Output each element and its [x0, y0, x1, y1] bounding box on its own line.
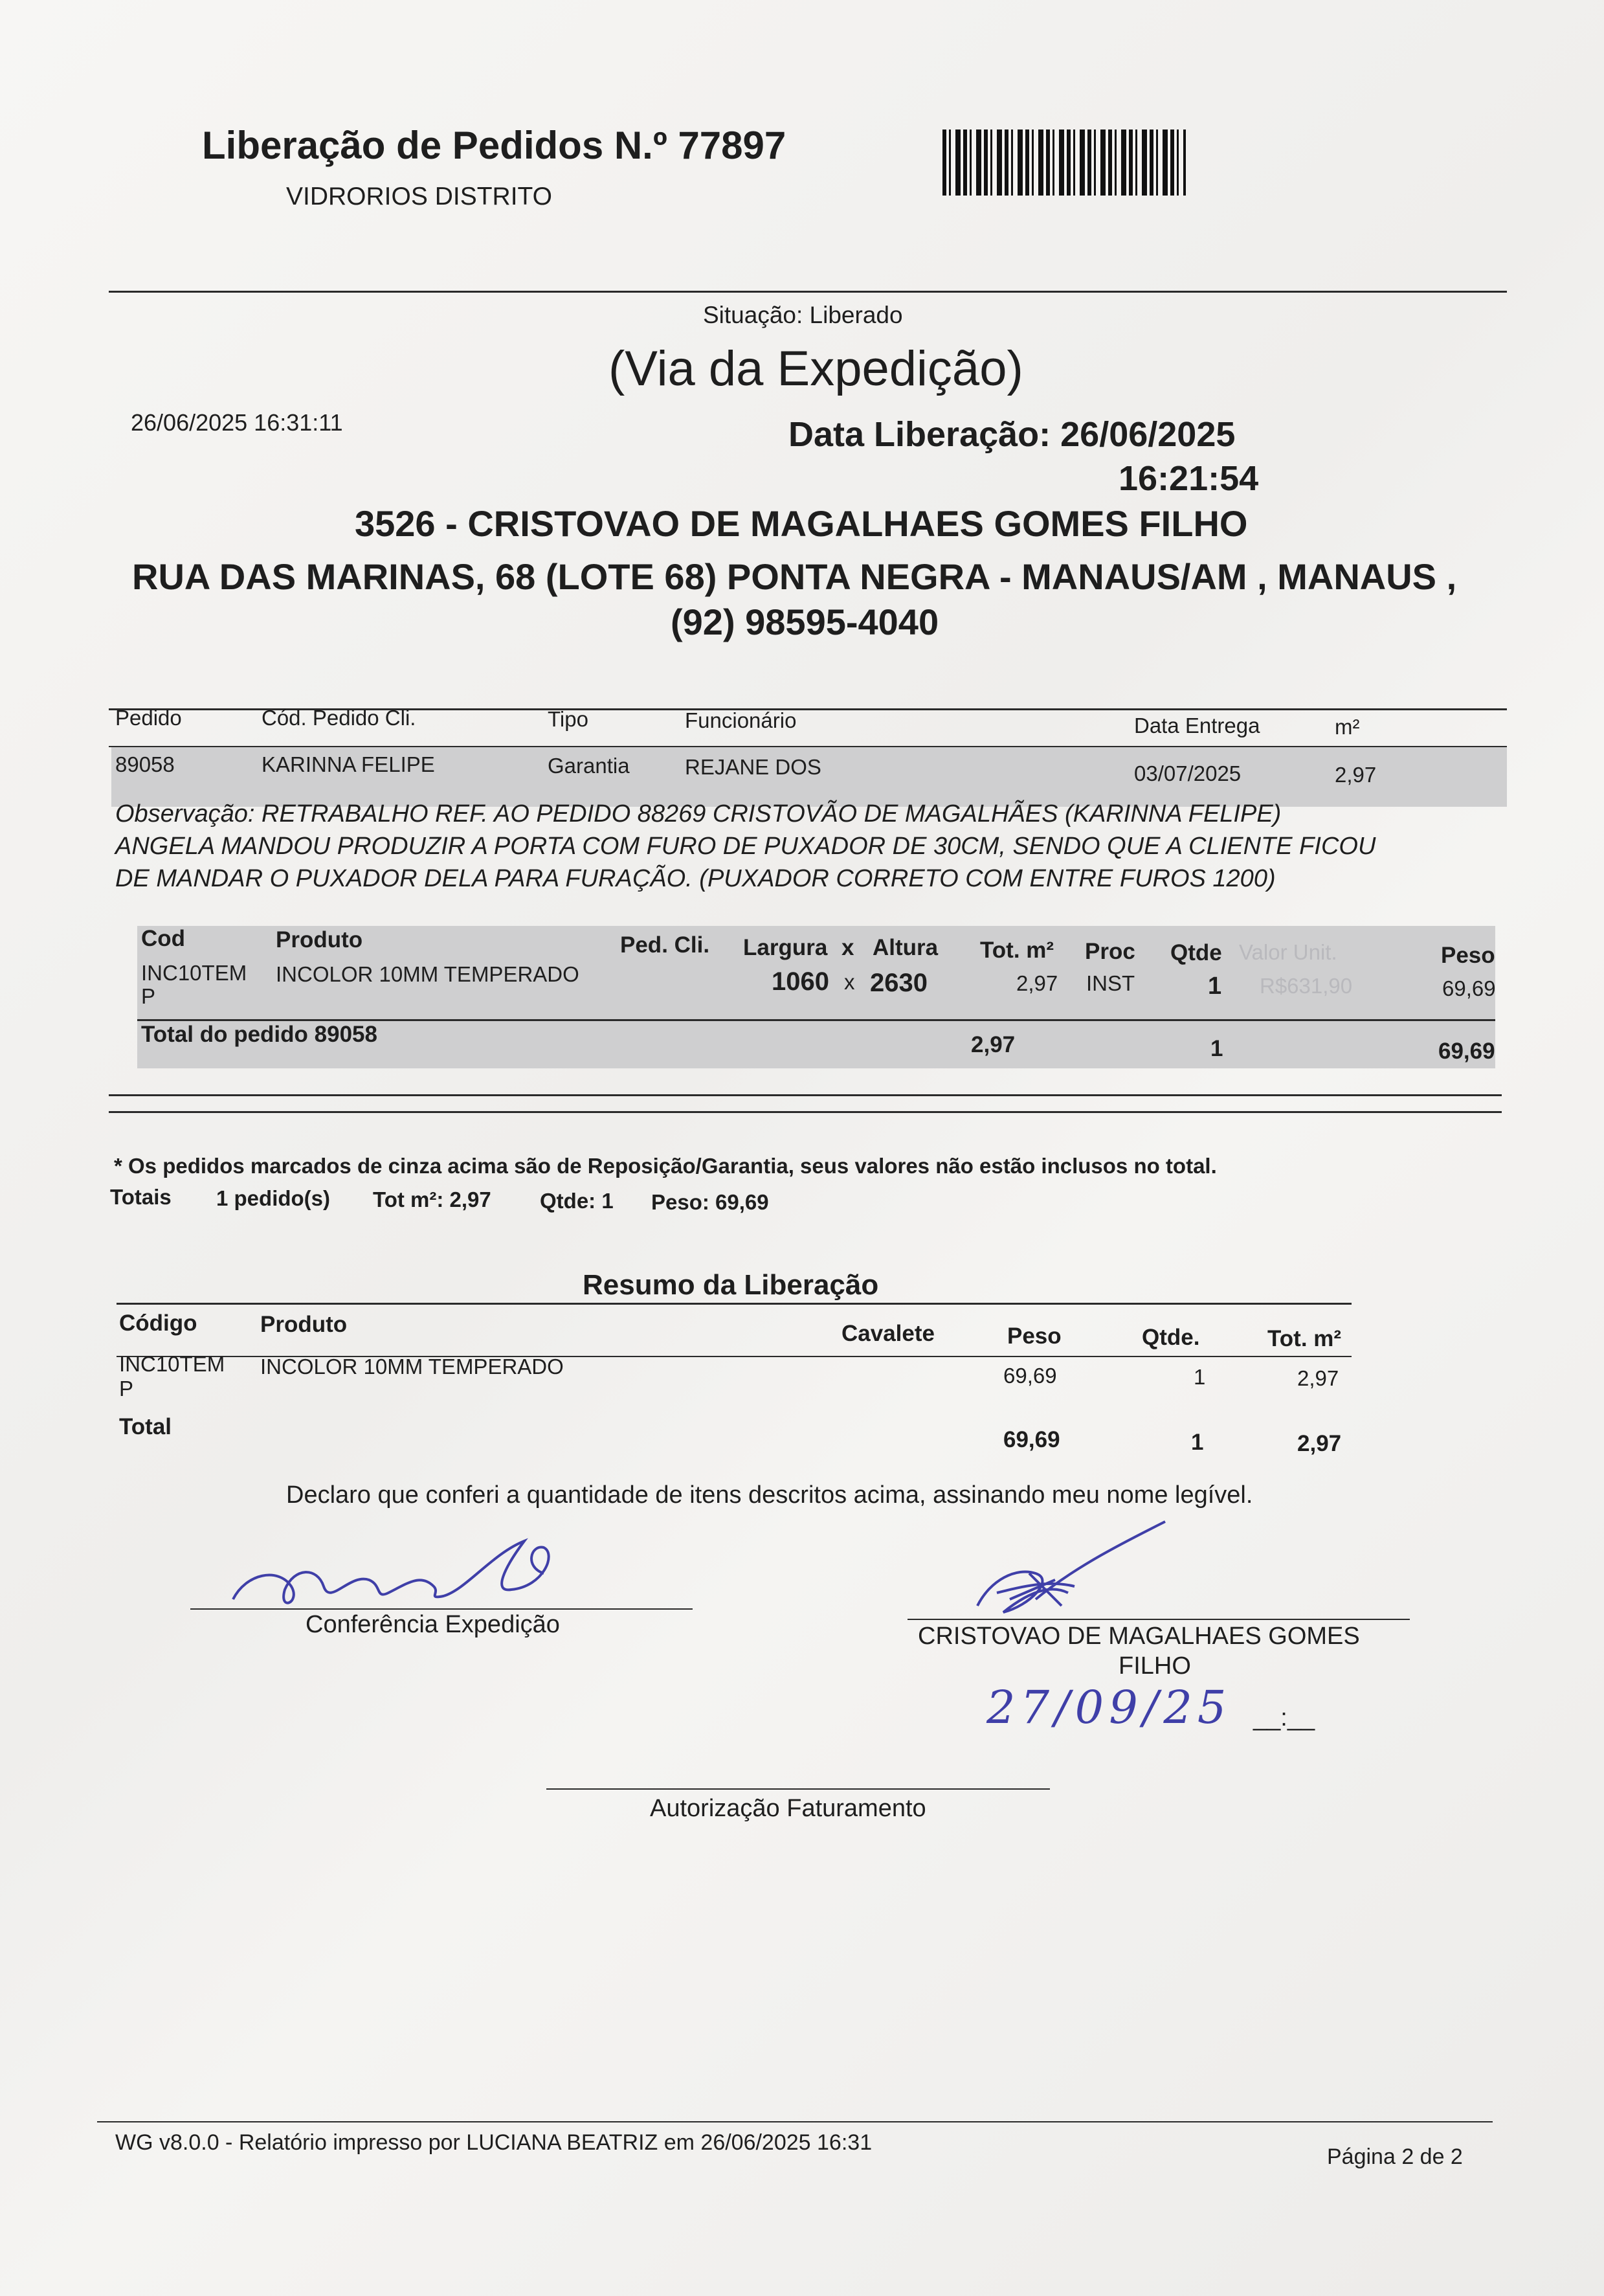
order-header-tipo: Tipo: [548, 707, 588, 731]
time-blank: __:__: [1253, 1704, 1315, 1731]
footer-page-number: Página 2 de 2: [1327, 2144, 1463, 2169]
totais-label: Totais: [110, 1185, 172, 1209]
resumo-top-rule: [117, 1303, 1352, 1305]
barcode: [942, 129, 1186, 196]
resumo-codigo-line-2: P: [119, 1377, 134, 1401]
declaration-text: Declaro que conferi a quantidade de itens descritos acima, assinando meu nome legível.: [286, 1481, 1253, 1509]
product-proc: INST: [1086, 971, 1135, 995]
resumo-header-qtde: Qtde.: [1142, 1325, 1200, 1350]
company-name: VIDRORIOS DISTRITO: [286, 183, 552, 210]
product-header-produto: Produto: [276, 927, 363, 952]
client-name-line-1: CRISTOVAO DE MAGALHAES GOMES: [918, 1623, 1360, 1650]
resumo-header-codigo: Código: [119, 1311, 197, 1336]
product-peso: 69,69: [1442, 976, 1496, 1000]
header-divider: [109, 291, 1507, 293]
resumo-header-produto: Produto: [260, 1312, 348, 1337]
totais-qtde: Qtde: 1: [540, 1189, 614, 1213]
order-header-cod-cli: Cód. Pedido Cli.: [262, 706, 416, 730]
resumo-codigo-line-1: INC10TEM: [119, 1352, 225, 1376]
handwritten-date: 27/09/25: [986, 1681, 1232, 1734]
product-altura: 2630: [870, 969, 928, 997]
product-header-valor-unit: Valor Unit.: [1239, 940, 1337, 964]
product-header-peso: Peso: [1441, 943, 1495, 968]
product-header-altura: Altura: [873, 935, 939, 960]
customer-address: RUA DAS MARINAS, 68 (LOTE 68) PONTA NEGRA - MANAUS/AM , MANAUS ,: [132, 556, 1457, 597]
resumo-header-peso: Peso: [1007, 1323, 1062, 1349]
data-liberacao-time: 16:21:54: [1119, 459, 1259, 498]
product-largura: 1060: [772, 967, 829, 996]
totais-pedidos: 1 pedido(s): [216, 1186, 331, 1210]
via-label: (Via da Expedição): [608, 341, 1023, 396]
order-header-m2: m²: [1335, 715, 1360, 739]
order-m2: 2,97: [1335, 763, 1377, 787]
print-datetime: 26/06/2025 16:31:11: [131, 409, 343, 436]
product-total-rule: [137, 1019, 1495, 1021]
totais-m2: Tot m²: 2,97: [373, 1187, 491, 1211]
observacao-line-1: Observação: RETRABALHO REF. AO PEDIDO 88269 CRISTOVÃO DE MAGALHÃES (KARINNA FELIPE): [115, 800, 1282, 827]
situacao-label: Situação: Liberado: [703, 302, 903, 328]
customer-name: 3526 - CRISTOVAO DE MAGALHAES GOMES FILHO: [355, 503, 1248, 544]
product-total-tot-m2: 2,97: [971, 1032, 1016, 1057]
client-signature-line: [908, 1619, 1410, 1620]
product-header-proc: Proc: [1085, 939, 1135, 964]
observacao-line-2: ANGELA MANDOU PRODUZIR A PORTA COM FURO DE PUXADOR DE 30CM, SENDO QUE A CLIENTE FICOU: [115, 833, 1376, 860]
order-table-mid-rule: [109, 746, 1507, 747]
client-name-line-2: FILHO: [1119, 1652, 1191, 1680]
autorizacao-label: Autorização Faturamento: [650, 1795, 926, 1822]
resumo-peso: 69,69: [1003, 1364, 1057, 1388]
resumo-total-tot-m2: 2,97: [1297, 1431, 1342, 1456]
order-header-pedido: Pedido: [115, 706, 182, 730]
footer-printed-by: WG v8.0.0 - Relatório impresso por LUCIANA BEATRIZ em 26/06/2025 16:31: [115, 2130, 873, 2155]
product-header-x: x: [841, 935, 854, 960]
order-pedido: 89058: [115, 752, 175, 776]
order-data-entrega: 03/07/2025: [1134, 761, 1242, 785]
handwritten-signature-client: [932, 1509, 1178, 1632]
resumo-produto: INCOLOR 10MM TEMPERADO: [260, 1355, 564, 1379]
order-tipo: Garantia: [548, 754, 630, 778]
resumo-total-peso: 69,69: [1003, 1427, 1060, 1452]
resumo-header-cavalete: Cavalete: [841, 1321, 935, 1346]
order-funcionario: REJANE DOS: [685, 755, 821, 779]
product-header-qtde: Qtde: [1170, 940, 1222, 965]
resumo-qtde: 1: [1194, 1365, 1206, 1389]
gray-orders-note: * Os pedidos marcados de cinza acima são de Reposição/Garantia, seus valores não estão inclusos no total.: [114, 1154, 1217, 1178]
product-total-peso: 69,69: [1438, 1039, 1495, 1064]
resumo-header-tot-m2: Tot. m²: [1267, 1326, 1342, 1351]
product-total-label: Total do pedido 89058: [141, 1022, 377, 1047]
product-cod-line-1: INC10TEM: [141, 961, 247, 985]
handwritten-signature-conferencia: [220, 1528, 699, 1619]
conferencia-signature-line: [190, 1608, 693, 1610]
product-header-cod: Cod: [141, 926, 186, 951]
order-header-data-entrega: Data Entrega: [1134, 714, 1260, 737]
data-liberacao: Data Liberação: 26/06/2025: [788, 415, 1236, 454]
product-section-divider-2: [109, 1111, 1502, 1113]
order-cod-cli: KARINNA FELIPE: [262, 752, 435, 776]
document-title: Liberação de Pedidos N.º 77897: [202, 124, 786, 167]
resumo-total-qtde: 1: [1191, 1430, 1204, 1455]
conferencia-label: Conferência Expedição: [306, 1611, 560, 1638]
product-section-divider-1: [109, 1094, 1502, 1096]
product-produto: INCOLOR 10MM TEMPERADO: [276, 962, 579, 986]
resumo-title: Resumo da Liberação: [583, 1269, 879, 1301]
observacao-line-3: DE MANDAR O PUXADOR DELA PARA FURAÇÃO. (PUXADOR CORRETO COM ENTRE FUROS 1200): [115, 865, 1276, 892]
product-total-qtde: 1: [1210, 1036, 1223, 1061]
customer-phone: (92) 98595-4040: [671, 602, 939, 642]
resumo-tot-m2: 2,97: [1297, 1366, 1339, 1390]
totais-peso: Peso: 69,69: [651, 1190, 769, 1214]
order-header-funcionario: Funcionário: [685, 708, 797, 732]
product-valor-unit: R$631,90: [1260, 974, 1353, 998]
footer-rule: [97, 2121, 1493, 2122]
product-tot-m2: 2,97: [1016, 971, 1058, 995]
product-header-tot-m2: Tot. m²: [980, 938, 1054, 963]
product-header-ped-cli: Ped. Cli.: [620, 932, 710, 958]
product-qtde: 1: [1208, 973, 1222, 1000]
product-header-largura: Largura: [743, 935, 828, 960]
resumo-total-label: Total: [119, 1414, 172, 1439]
autorizacao-signature-line: [546, 1788, 1050, 1790]
product-x: x: [844, 970, 855, 994]
product-cod-line-2: P: [141, 984, 156, 1008]
